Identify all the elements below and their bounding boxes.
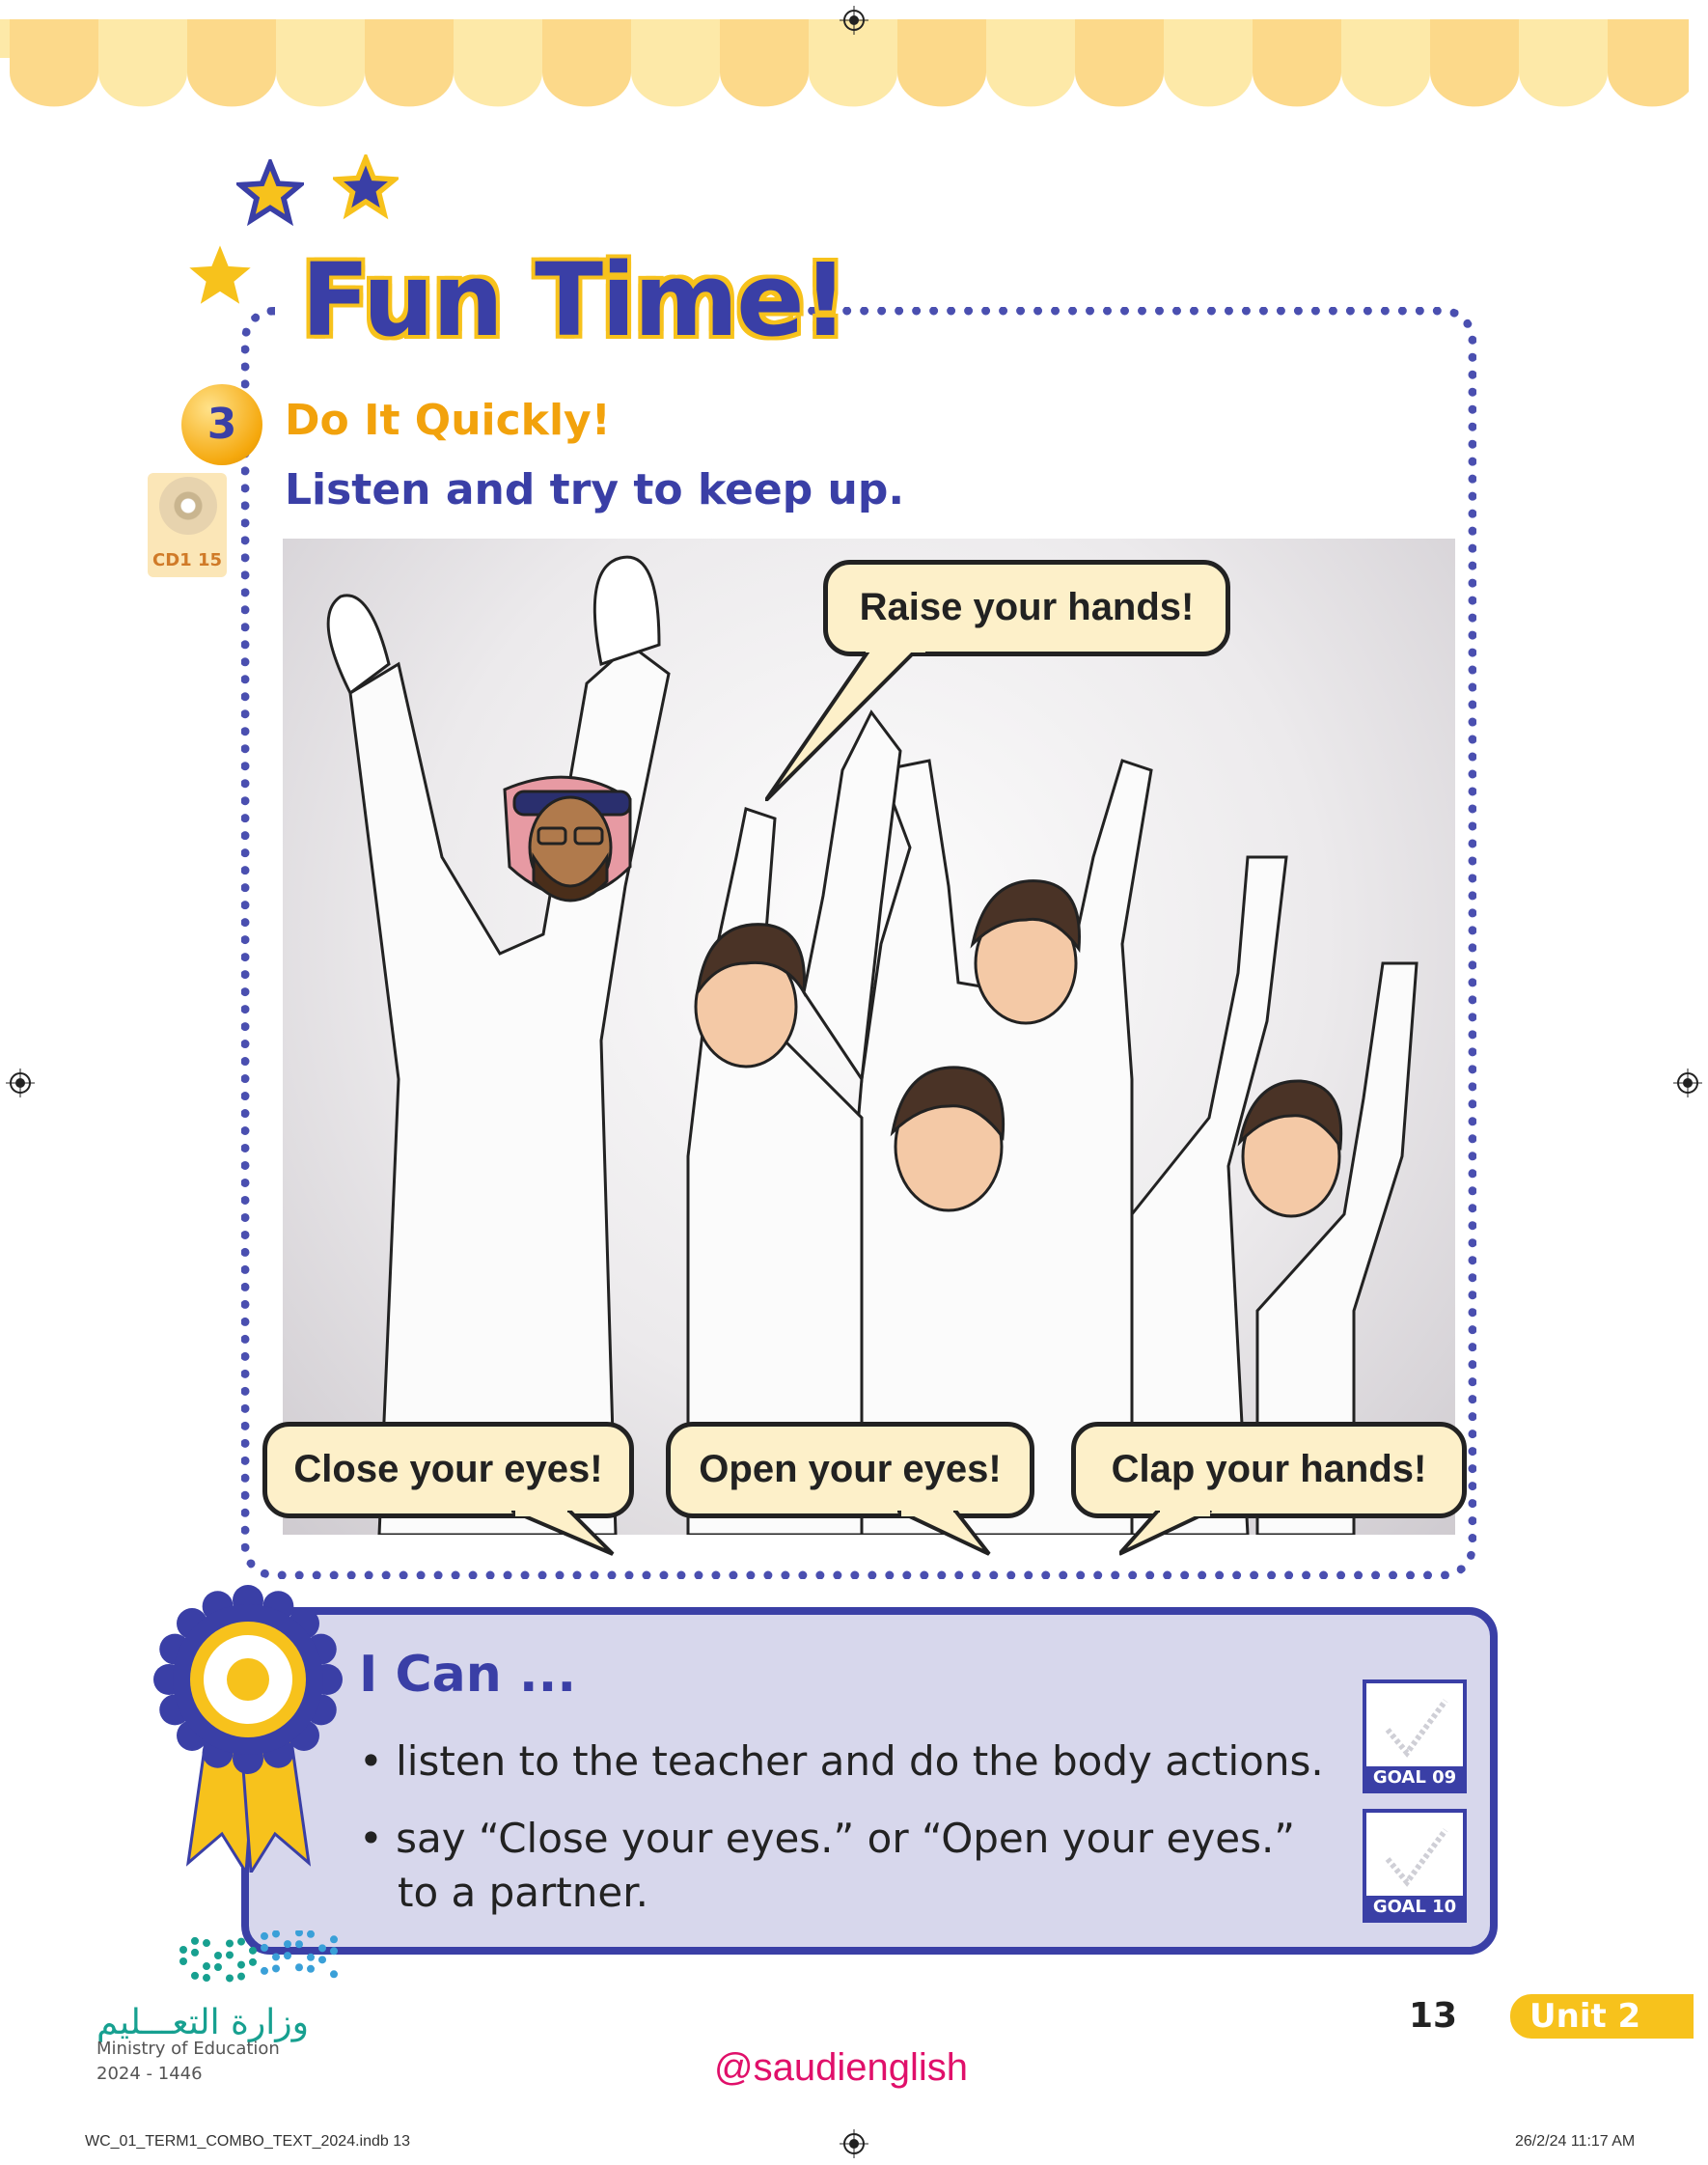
registration-mark-icon (1673, 1069, 1702, 1097)
print-slug-file: WC_01_TERM1_COMBO_TEXT_2024.indb 13 (85, 2133, 411, 2150)
ministry-name-arabic: وزارة التعـــليم (96, 2003, 310, 2042)
academic-year: 2024 - 1446 (96, 2064, 203, 2084)
activity-instruction: Listen and try to keep up. (285, 465, 905, 514)
registration-mark-icon (6, 1069, 35, 1097)
bullet: • (359, 1737, 397, 1785)
cd-icon (159, 477, 217, 535)
i-can-item (359, 1815, 1295, 1862)
speech-bubble-close-eyes: Close your eyes! (262, 1422, 634, 1518)
goal-label: GOAL 10 (1366, 1896, 1463, 1919)
i-can-item-text: listen to the teacher and do the body actions. (396, 1737, 1324, 1785)
speech-bubble-clap-hands: Clap your hands! (1071, 1422, 1467, 1518)
goal-checkbox[interactable] (1363, 1679, 1467, 1793)
bullet: • (359, 1815, 397, 1862)
award-ribbon-icon (150, 1583, 347, 1873)
star-icon (185, 241, 255, 311)
star-icon (333, 154, 399, 220)
ministry-logo-dots-icon (176, 1930, 344, 1988)
page-title: Fun Time! (301, 241, 847, 359)
goal-label: GOAL 09 (1366, 1766, 1463, 1790)
speech-bubble-raise-hands: Raise your hands! (823, 560, 1230, 656)
speech-bubble-tail (897, 1511, 994, 1559)
i-can-item-continuation: to a partner. (398, 1869, 648, 1916)
activity-number-badge: 3 (181, 384, 262, 465)
audio-track-label: CD1 15 (152, 550, 222, 570)
page-number: 13 (1409, 1996, 1458, 2036)
i-can-title: I Can ... (359, 1646, 577, 1704)
checkmark-icon (1366, 1813, 1463, 1900)
registration-mark-icon (840, 2129, 868, 2158)
speech-bubble-open-eyes: Open your eyes! (666, 1422, 1034, 1518)
classroom-illustration (283, 539, 1455, 1535)
checkmark-icon (1366, 1683, 1463, 1770)
ministry-name-english: Ministry of Education (96, 2039, 280, 2059)
registration-mark-icon (840, 6, 868, 35)
activity-title: Do It Quickly! (285, 396, 611, 445)
print-slug-date: 26/2/24 11:17 AM (1515, 2133, 1636, 2150)
i-can-item (359, 1737, 1324, 1785)
unit-tab: Unit 2 (1510, 1994, 1694, 2039)
watermark-handle: @saudienglish (714, 2046, 968, 2089)
star-icon (236, 159, 304, 227)
speech-bubble-tail (1119, 1511, 1216, 1559)
speech-bubble-tail (511, 1511, 618, 1559)
i-can-item-text: say “Close your eyes.” or “Open your eyes.” (396, 1815, 1296, 1862)
speech-bubble-tail (765, 647, 929, 801)
goal-checkbox[interactable] (1363, 1809, 1467, 1923)
